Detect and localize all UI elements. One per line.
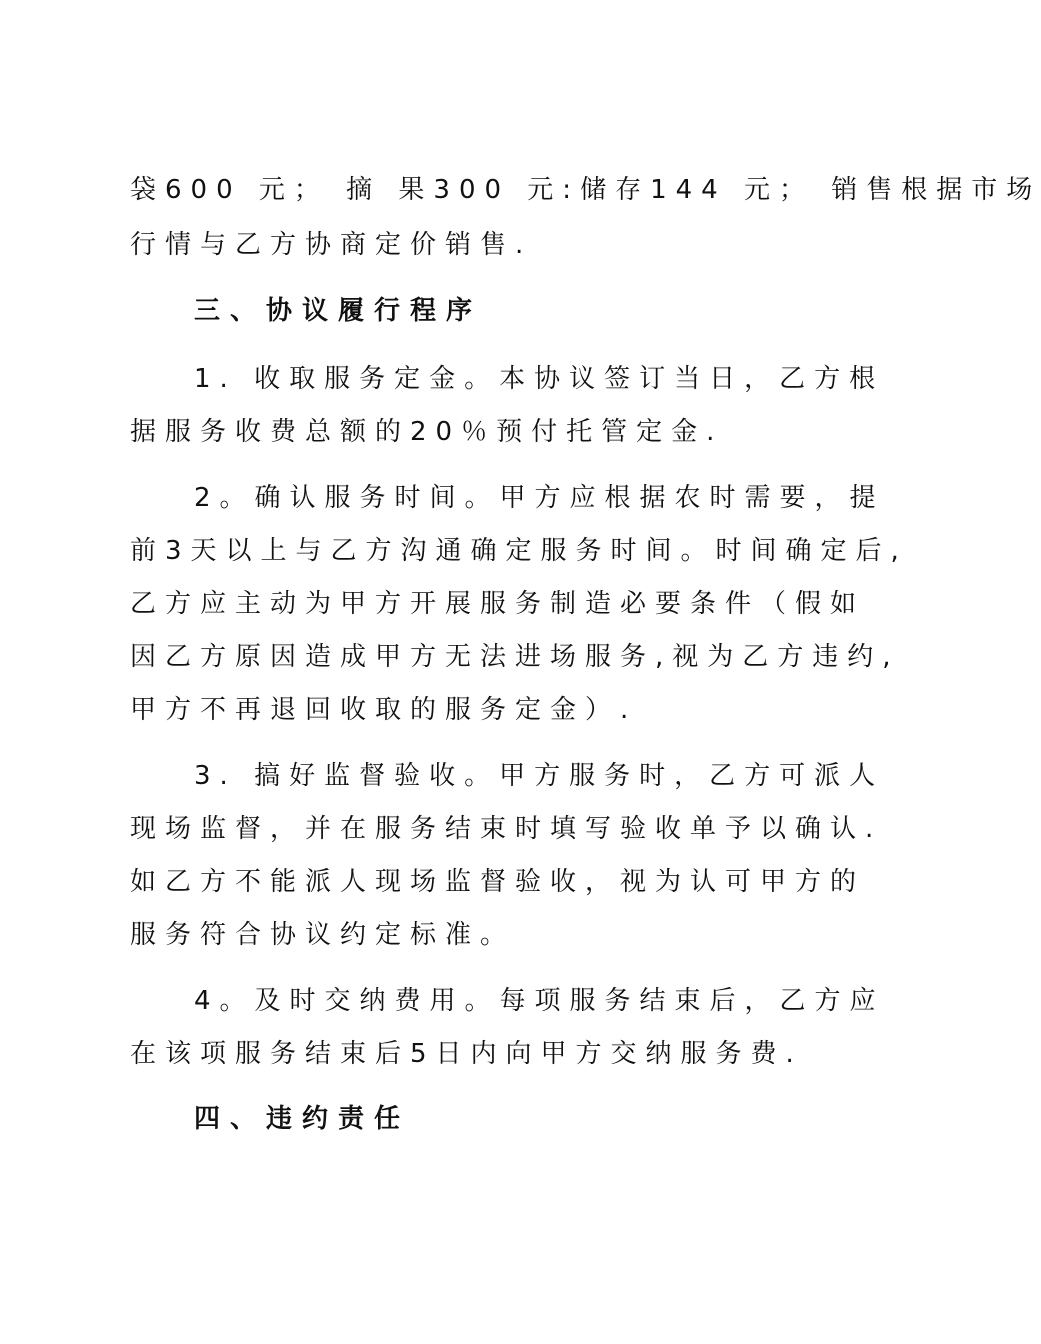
paragraph-2-line: 前3天以上与乙方沟通确定服务时间。时间确定后, xyxy=(130,536,908,566)
paragraph-2-line: 因乙方原因造成甲方无法进场服务,视为乙方违约, xyxy=(130,642,900,672)
paragraph-2-line: 乙方应主动为甲方开展服务制造必要条件（假如 xyxy=(130,589,866,619)
paragraph-3-line: 服务符合协议约定标准。 xyxy=(130,920,516,950)
paragraph-4-line: 4。及时交纳费用。每项服务结束后，乙方应 xyxy=(194,986,885,1016)
text-line: 行情与乙方协商定价销售. xyxy=(130,230,533,260)
paragraph-3-line: 现场监督，并在服务结束时填写验收单予以确认. xyxy=(130,814,883,844)
section-heading-3: 三、协议履行程序 xyxy=(194,296,483,326)
paragraph-3-line: 如乙方不能派人现场监督验收，视为认可甲方的 xyxy=(130,867,866,897)
paragraph-1-line: 1. 收取服务定金。本协议签订当日，乙方根 xyxy=(194,364,885,394)
text-line: 袋600 元； 摘 果300 元:储存144 元； 销售根据市场 xyxy=(130,175,1041,205)
section-heading-4: 四、违约责任 xyxy=(194,1104,411,1134)
paragraph-1-line: 据服务收费总额的20％预付托管定金. xyxy=(130,417,724,447)
paragraph-4-line: 在该项服务结束后5日内向甲方交纳服务费. xyxy=(130,1039,803,1069)
paragraph-2-line: 甲方不再退回收取的服务定金）. xyxy=(130,695,638,725)
paragraph-3-line: 3. 搞好监督验收。甲方服务时，乙方可派人 xyxy=(194,761,885,791)
paragraph-2-line: 2。确认服务时间。甲方应根据农时需要，提 xyxy=(194,483,885,513)
